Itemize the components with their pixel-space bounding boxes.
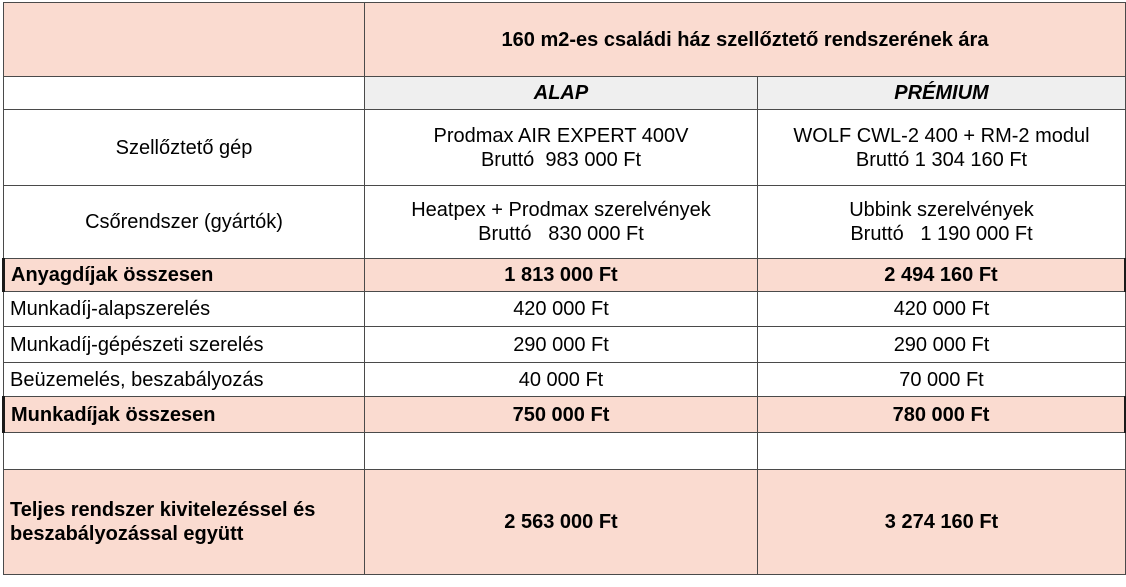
premium-machine-name: WOLF CWL-2 400 + RM-2 modul — [793, 124, 1090, 147]
row-label: Szellőztető gép — [4, 110, 365, 186]
grand-total-label-line1: Teljes rendszer kivitelezéssel és — [10, 499, 316, 521]
labor-total-row — [4, 397, 1126, 433]
row-label: Munkadíj-alapszerelés — [4, 292, 365, 327]
empty-cell — [365, 433, 758, 470]
row-label: Beüzemelés, beszabályozás — [4, 363, 365, 397]
empty-corner-cell — [4, 3, 365, 77]
table-row — [4, 110, 1126, 186]
alap-machine-name: Prodmax AIR EXPERT 400V — [433, 124, 689, 147]
column-header-alap: ALAP — [365, 77, 758, 110]
premium-value: 70 000 Ft — [758, 363, 1126, 397]
empty-cell — [4, 433, 365, 470]
alap-grand-total: 2 563 000 Ft — [365, 470, 758, 575]
premium-grand-total: 3 274 160 Ft — [758, 470, 1126, 575]
premium-value: 290 000 Ft — [758, 327, 1126, 363]
alap-value: 290 000 Ft — [365, 327, 758, 363]
alap-value: 40 000 Ft — [365, 363, 758, 397]
premium-value: 780 000 Ft — [758, 397, 1126, 433]
table-title: 160 m2-es családi ház szellőztető rendszerének ára — [365, 3, 1126, 77]
row-label: Csőrendszer (gyártók) — [4, 186, 365, 259]
grand-total-label-line2: beszabályozással együtt — [10, 523, 244, 545]
alap-value: 1 813 000 Ft — [365, 259, 758, 292]
column-header-premium: PRÉMIUM — [758, 77, 1126, 110]
materials-total-row — [4, 259, 1126, 292]
premium-value: 420 000 Ft — [758, 292, 1126, 327]
premium-pipes-price: Bruttó 1 190 000 Ft — [850, 223, 1033, 245]
alap-pipes-price: Bruttó 830 000 Ft — [478, 223, 644, 245]
price-table — [2, 2, 1126, 575]
alap-pipes-name: Heatpex + Prodmax szerelvények — [411, 199, 711, 221]
spacer-row — [4, 433, 1126, 470]
column-header-row — [4, 77, 1126, 110]
table-row — [4, 363, 1126, 397]
alap-machine-cell — [365, 110, 758, 186]
table-row — [4, 292, 1126, 327]
row-label: Anyagdíjak összesen — [4, 259, 365, 292]
premium-pipes-name: Ubbink szerelvények — [849, 199, 1034, 221]
premium-pipes-cell — [758, 186, 1126, 259]
table-row — [4, 186, 1126, 259]
alap-value: 420 000 Ft — [365, 292, 758, 327]
premium-value: 2 494 160 Ft — [758, 259, 1126, 292]
row-label: Munkadíj-gépészeti szerelés — [4, 327, 365, 363]
row-label: Munkadíjak összesen — [4, 397, 365, 433]
title-row — [4, 3, 1126, 77]
alap-machine-price: Bruttó 983 000 Ft — [480, 148, 642, 171]
empty-header-cell — [4, 77, 365, 110]
alap-value: 750 000 Ft — [365, 397, 758, 433]
grand-total-row — [4, 470, 1126, 575]
table-row — [4, 327, 1126, 363]
premium-machine-cell — [758, 110, 1126, 186]
premium-machine-price: Bruttó 1 304 160 Ft — [855, 148, 1028, 171]
alap-pipes-cell — [365, 186, 758, 259]
grand-total-label — [4, 470, 365, 575]
empty-cell — [758, 433, 1126, 470]
